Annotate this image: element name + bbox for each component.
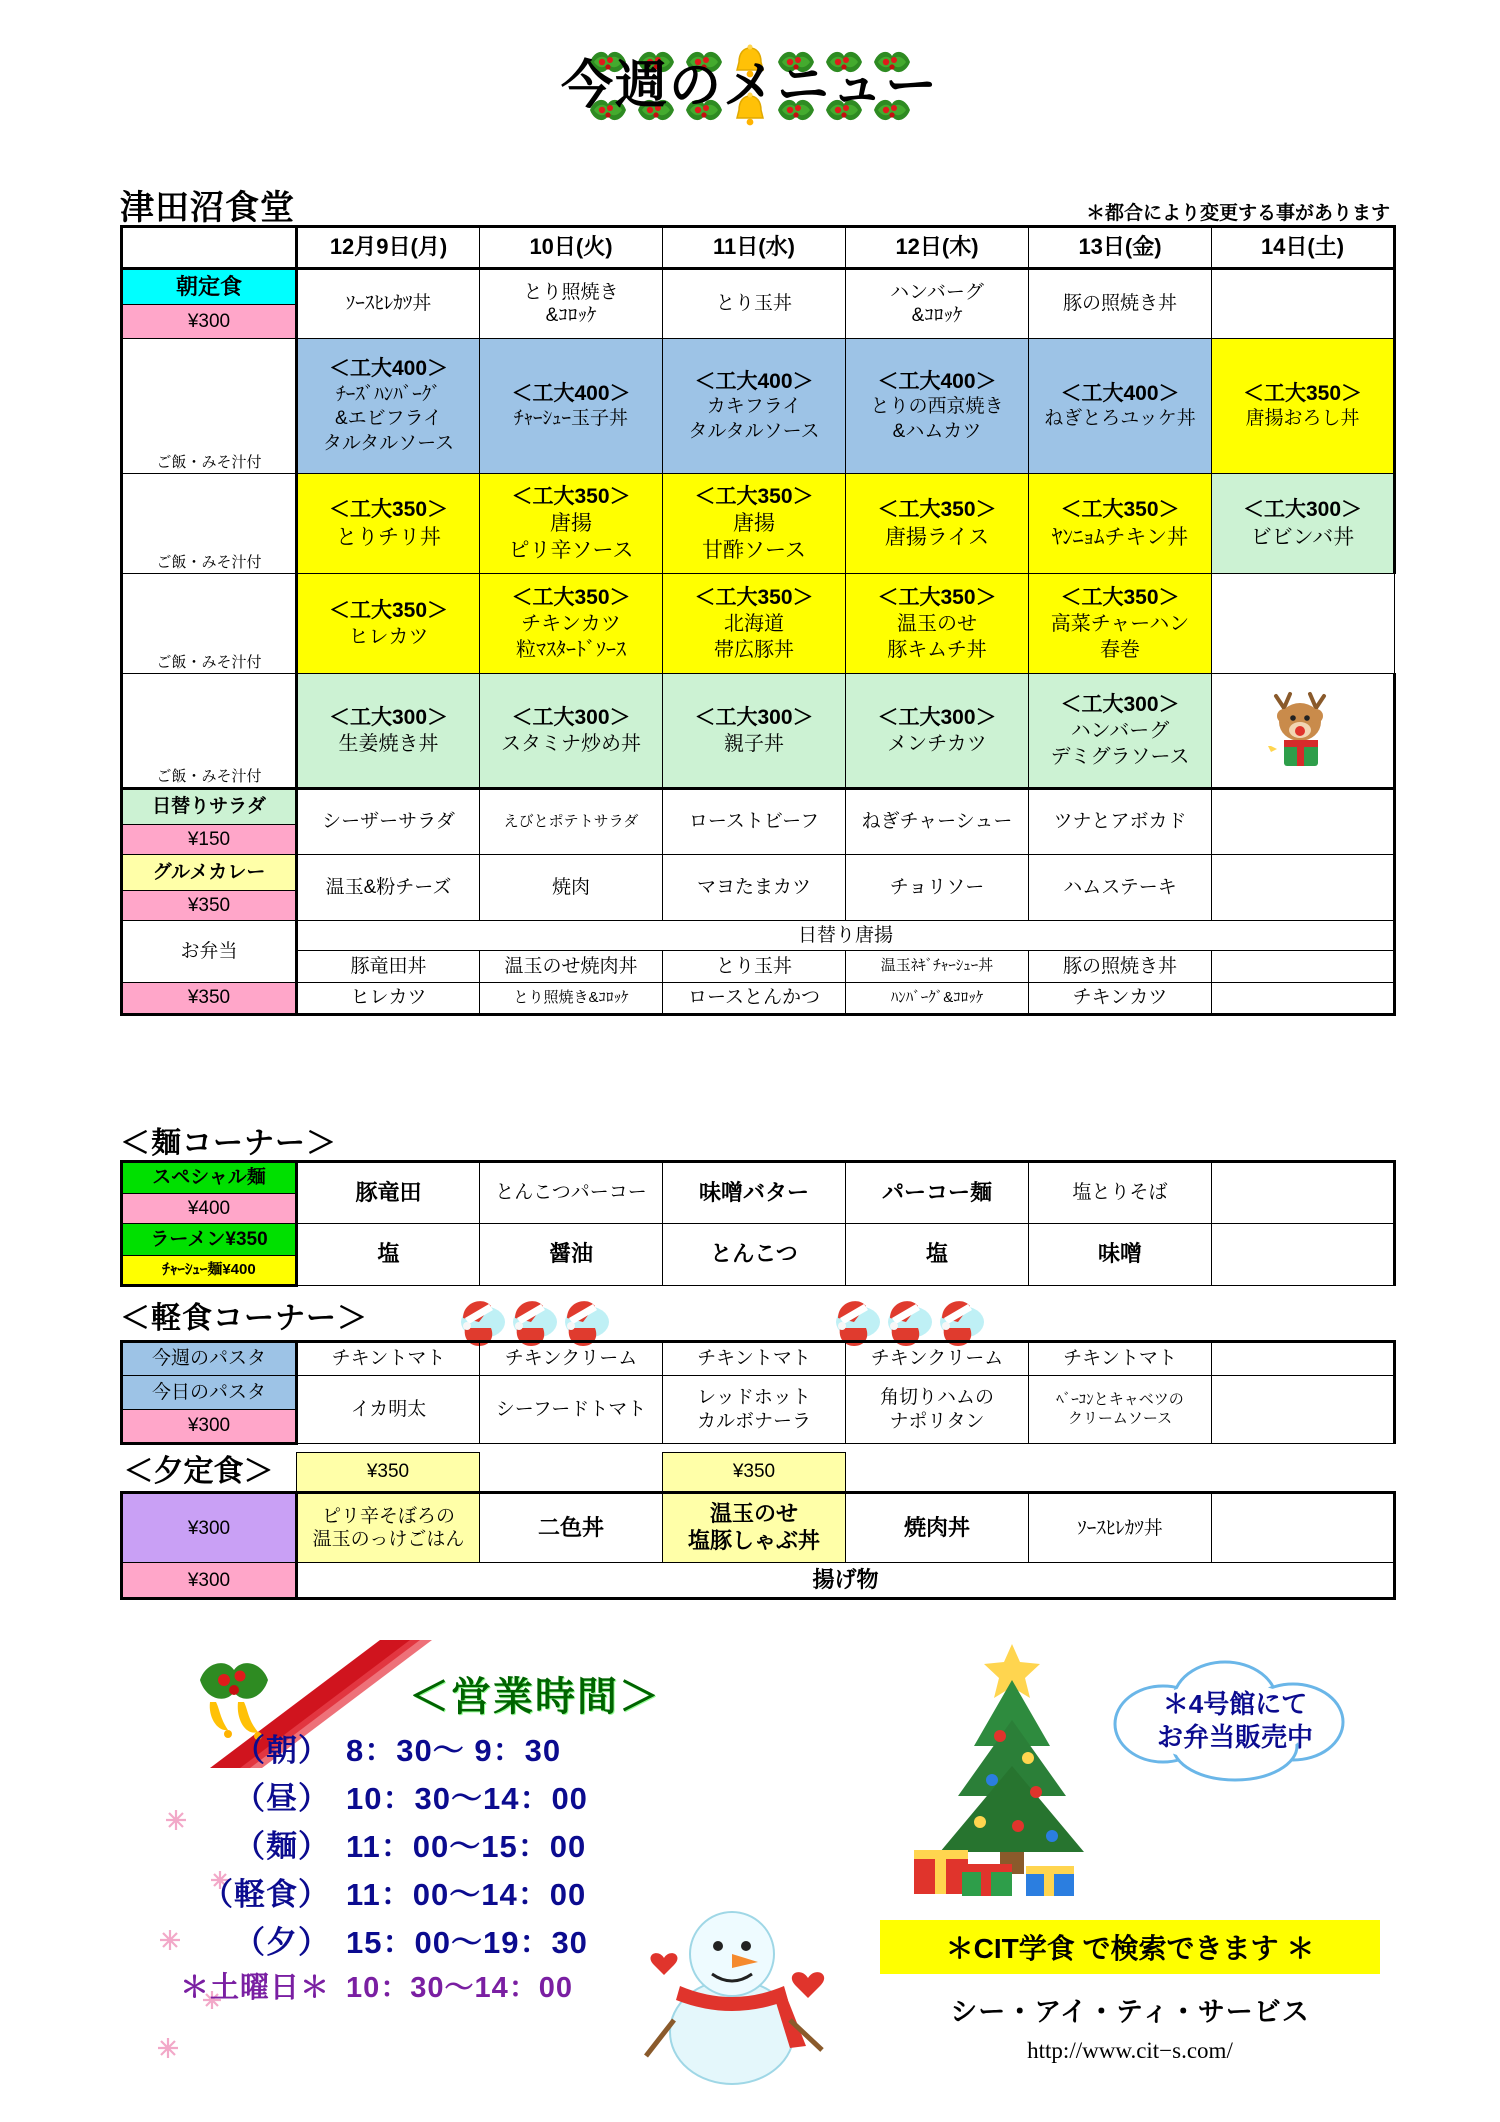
- salad-tue: えびとポテトサラダ: [480, 789, 663, 855]
- hours-row-light: [180, 1869, 800, 1914]
- dinner-fried-banner: 揚げ物: [297, 1563, 1395, 1599]
- kodai400-row: [122, 339, 1395, 474]
- noodle-menu-table: [120, 1160, 1396, 1287]
- dinner-price-1: ¥300: [122, 1493, 297, 1563]
- salad-mon: シーザーサラダ: [297, 789, 480, 855]
- bento-top-fri: 豚の照焼き丼: [1029, 951, 1212, 983]
- week-pasta-thu: チキンクリーム: [846, 1342, 1029, 1376]
- hours-time-lunch: 10：30～14：00: [346, 1781, 588, 1816]
- hours-label-morning: （朝）: [234, 1733, 330, 1768]
- kodai350b-sat: [1212, 574, 1395, 674]
- kodai350a-note: ご飯・みそ汁付: [122, 474, 297, 574]
- hours-time-light: 11：00～14：00: [346, 1877, 587, 1912]
- salad-fri: ツナとアボカド: [1029, 789, 1212, 855]
- dinner-fri: ｿｰｽﾋﾚｶﾂ丼: [1029, 1493, 1212, 1563]
- dinner-price-2: ¥300: [122, 1563, 297, 1599]
- dinner-row-1: [122, 1493, 1395, 1563]
- salad-label: 日替りサラダ: [122, 789, 297, 825]
- breakfast-fri: 豚の照焼き丼: [1029, 269, 1212, 339]
- bento-top-tue: 温玉のせ焼肉丼: [480, 951, 663, 983]
- dinner-thu: 焼肉丼: [846, 1493, 1029, 1563]
- dinner-price-fri: [1029, 1453, 1212, 1493]
- hours-label-dinner: （夕）: [234, 1925, 330, 1960]
- kodai300-row: [122, 674, 1395, 789]
- light-corner-title: ＜軽食コーナー＞: [120, 1302, 368, 1335]
- special-noodle-mon: 豚竜田: [297, 1162, 480, 1224]
- hours-label-noodle: （麺）: [234, 1829, 330, 1864]
- breakfast-tue: とり照焼き &ｺﾛｯｹ: [480, 269, 663, 339]
- today-pasta-wed: レッドホット カルボナーラ: [663, 1376, 846, 1444]
- dinner-menu-table: [120, 1452, 1396, 1600]
- kodai300-mon: ＜工大300＞ 生姜焼き丼: [297, 674, 480, 789]
- breakfast-wed: とり玉丼: [663, 269, 846, 339]
- day-header-thu: 12日(木): [846, 227, 1029, 269]
- kodai350a-mon: ＜工大350＞ とりチリ丼: [297, 474, 480, 574]
- hours-row-lunch: [180, 1773, 800, 1818]
- salad-row-a: [122, 789, 1395, 825]
- bento-bot-wed: ロースとんかつ: [663, 983, 846, 1015]
- hours-label-light: （軽食）: [202, 1877, 330, 1912]
- hours-label-saturday: ＊土曜日＊: [180, 1972, 331, 2004]
- bento-bot-tue: とり照焼き&ｺﾛｯｹ: [480, 983, 663, 1015]
- hours-row-saturday: [180, 1965, 800, 2006]
- dinner-price-sat: [1212, 1453, 1395, 1493]
- dinner-price-row: [122, 1453, 1395, 1493]
- cloud-line-2: お弁当販売中: [1156, 1721, 1313, 1752]
- cloud-callout: [1105, 1660, 1365, 1780]
- salad-sat: [1212, 789, 1395, 855]
- dinner-tue: 二色丼: [480, 1493, 663, 1563]
- ramen-mon: 塩: [297, 1224, 480, 1286]
- cloud-text: [1105, 1688, 1365, 1753]
- dinner-row-2: [122, 1563, 1395, 1599]
- breakfast-mon: ｿｰｽﾋﾚｶﾂ丼: [297, 269, 480, 339]
- today-pasta-row-a: [122, 1376, 1395, 1410]
- curry-thu: チョリソー: [846, 855, 1029, 921]
- today-pasta-fri: ﾍﾞｰｺﾝとキャベツの クリームソース: [1029, 1376, 1212, 1444]
- day-header-sat: 14日(土): [1212, 227, 1395, 269]
- ramen-thu: 塩: [846, 1224, 1029, 1286]
- ramen-wed: とんこつ: [663, 1224, 846, 1286]
- hours-time-morning: 8：30～ 9：30: [346, 1733, 562, 1768]
- kodai400-note: ご飯・みそ汁付: [122, 339, 297, 474]
- special-noodle-sat: [1212, 1162, 1395, 1224]
- bento-bot-thu: ﾊﾝﾊﾞｰｸﾞ&ｺﾛｯｹ: [846, 983, 1029, 1015]
- today-pasta-tue: シーフードトマト: [480, 1376, 663, 1444]
- noodle-corner-title: ＜麺コーナー＞: [120, 1127, 337, 1160]
- week-pasta-wed: チキントマト: [663, 1342, 846, 1376]
- salad-thu: ねぎチャーシュー: [846, 789, 1029, 855]
- kodai300-note: ご飯・みそ汁付: [122, 674, 297, 789]
- ramen-fri: 味噌: [1029, 1224, 1212, 1286]
- curry-fri: ハムステーキ: [1029, 855, 1212, 921]
- kodai350b-note: ご飯・みそ汁付: [122, 574, 297, 674]
- bento-top-mon: 豚竜田丼: [297, 951, 480, 983]
- kodai300-fri: ＜工大300＞ ハンバーグ デミグラソース: [1029, 674, 1212, 789]
- day-header-tue: 10日(火): [480, 227, 663, 269]
- kodai400-mon: ＜工大400＞ ﾁｰｽﾞﾊﾝﾊﾞｰｸﾞ &エビフライ タルタルソース: [297, 339, 480, 474]
- week-pasta-fri: チキントマト: [1029, 1342, 1212, 1376]
- dinner-sat: [1212, 1493, 1395, 1563]
- special-noodle-wed: 味噌バター: [663, 1162, 846, 1224]
- dinner-wed: 温玉のせ 塩豚しゃぶ丼: [663, 1493, 846, 1563]
- shop-header: [120, 180, 1390, 229]
- hours-time-noodle: 11：00～15：00: [346, 1829, 587, 1864]
- today-pasta-label: 今日のパスタ: [122, 1376, 297, 1410]
- kodai300-thu: ＜工大300＞ メンチカツ: [846, 674, 1029, 789]
- hours-row-noodle: [180, 1821, 800, 1866]
- kodai350a-tue: ＜工大350＞ 唐揚 ピリ辛ソース: [480, 474, 663, 574]
- today-pasta-mon: イカ明太: [297, 1376, 480, 1444]
- day-header-fri: 13日(金): [1029, 227, 1212, 269]
- hours-row-dinner: [180, 1917, 800, 1962]
- kodai300-sat: [1212, 674, 1395, 789]
- bento-bot-sat: [1212, 983, 1395, 1015]
- special-noodle-thu: パーコー麺: [846, 1162, 1029, 1224]
- main-menu-table: [120, 225, 1396, 1016]
- salad-price: ¥150: [122, 825, 297, 855]
- header-corner: [122, 227, 297, 269]
- bento-label: お弁当: [122, 921, 297, 983]
- today-pasta-thu: 角切りハムの ナポリタン: [846, 1376, 1029, 1444]
- ramen-tue: 醤油: [480, 1224, 663, 1286]
- special-noodle-fri: 塩とりそば: [1029, 1162, 1212, 1224]
- kodai350b-mon: ＜工大350＞ ヒレカツ: [297, 574, 480, 674]
- breakfast-thu: ハンバーグ &ｺﾛｯｹ: [846, 269, 1029, 339]
- kodai400-fri: ＜工大400＞ ねぎとろユッケ丼: [1029, 339, 1212, 474]
- dinner-price-mon: ¥350: [297, 1453, 480, 1493]
- kodai400-tue: ＜工大400＞ ﾁｬｰｼｭｰ玉子丼: [480, 339, 663, 474]
- bento-row-bottom: [122, 983, 1395, 1015]
- curry-row-a: [122, 855, 1395, 891]
- page-title: 今週のメニュー: [560, 56, 939, 116]
- week-pasta-label: 今週のパスタ: [122, 1342, 297, 1376]
- ramen-row-a: [122, 1224, 1395, 1256]
- special-noodle-price: ¥400: [122, 1194, 297, 1224]
- light-menu-table: [120, 1340, 1396, 1445]
- business-hours-block: [180, 1665, 800, 2006]
- breakfast-sat: [1212, 269, 1395, 339]
- salad-wed: ローストビーフ: [663, 789, 846, 855]
- curry-label: グルメカレー: [122, 855, 297, 891]
- kodai350a-sat: ＜工大300＞ ビビンバ丼: [1212, 474, 1395, 574]
- kodai350b-thu: ＜工大350＞ 温玉のせ 豚キムチ丼: [846, 574, 1029, 674]
- bottom-section: [0, 1640, 1500, 2120]
- week-pasta-sat: [1212, 1342, 1395, 1376]
- special-noodle-tue: とんこつパーコー: [480, 1162, 663, 1224]
- breakfast-label: 朝定食: [122, 269, 297, 305]
- bento-row-top: [122, 951, 1395, 983]
- bento-top-sat: [1212, 951, 1395, 983]
- special-noodle-label: スペシャル麺: [122, 1162, 297, 1194]
- reindeer-icon: [1260, 688, 1348, 770]
- hours-time-saturday: 10：30～14：00: [346, 1972, 574, 2004]
- dinner-price-thu: [846, 1453, 1029, 1493]
- curry-price: ¥350: [122, 891, 297, 921]
- week-pasta-mon: チキントマト: [297, 1342, 480, 1376]
- hours-title: ＜営業時間＞: [409, 1675, 661, 1719]
- hours-row-morning: [180, 1725, 800, 1770]
- curry-mon: 温玉&粉チーズ: [297, 855, 480, 921]
- bento-price: ¥350: [122, 983, 297, 1015]
- breakfast-row-a: [122, 269, 1395, 305]
- change-notice: ＊都合により変更する事があります: [1085, 203, 1390, 224]
- kodai350a-wed: ＜工大350＞ 唐揚 甘酢ソース: [663, 474, 846, 574]
- kodai400-thu: ＜工大400＞ とりの西京焼き &ハムカツ: [846, 339, 1029, 474]
- hours-label-lunch: （昼）: [234, 1781, 330, 1816]
- bento-bot-fri: チキンカツ: [1029, 983, 1212, 1015]
- special-noodle-row-a: [122, 1162, 1395, 1194]
- kodai300-tue: ＜工大300＞ スタミナ炒め丼: [480, 674, 663, 789]
- cloud-line-1: ＊4号館にて: [1162, 1689, 1308, 1719]
- kodai350b-row: [122, 574, 1395, 674]
- dinner-mon: ピリ辛そぼろの 温玉のっけごはん: [297, 1493, 480, 1563]
- hours-time-dinner: 15：00～19：30: [346, 1925, 588, 1960]
- curry-tue: 焼肉: [480, 855, 663, 921]
- bento-top-wed: とり玉丼: [663, 951, 846, 983]
- bento-banner: 日替り唐揚: [297, 921, 1395, 951]
- dinner-title: ＜夕定食＞: [123, 1454, 274, 1488]
- dinner-price-wed: ¥350: [663, 1453, 846, 1493]
- bento-top-thu: 温玉ﾈｷﾞﾁｬｰｼｭｰ丼: [846, 951, 1029, 983]
- kodai350a-thu: ＜工大350＞ 唐揚ライス: [846, 474, 1029, 574]
- kodai400-wed: ＜工大400＞ カキフライ タルタルソース: [663, 339, 846, 474]
- today-pasta-price: ¥300: [122, 1410, 297, 1444]
- chashu-noodle-label: ﾁｬｰｼｭｰ麺¥400: [122, 1256, 297, 1286]
- shop-name: 津田沼食堂: [120, 189, 295, 227]
- week-pasta-row: [122, 1342, 1395, 1376]
- search-banner: ＊CIT学食 で検索できます ＊: [880, 1920, 1380, 1974]
- bento-banner-row: [122, 921, 1395, 951]
- kodai350b-tue: ＜工大350＞ チキンカツ 粒ﾏｽﾀｰﾄﾞｿｰｽ: [480, 574, 663, 674]
- kodai350a-fri: ＜工大350＞ ﾔﾝﾆｮﾑチキン丼: [1029, 474, 1212, 574]
- dinner-price-tue: [480, 1453, 663, 1493]
- week-pasta-tue: チキンクリーム: [480, 1342, 663, 1376]
- page-title-banner: [0, 45, 1500, 127]
- bento-bot-mon: ヒレカツ: [297, 983, 480, 1015]
- today-pasta-sat: [1212, 1376, 1395, 1444]
- day-header-wed: 11日(水): [663, 227, 846, 269]
- table-header-row: [122, 227, 1395, 269]
- ramen-label: ラーメン¥350: [122, 1224, 297, 1256]
- curry-sat: [1212, 855, 1395, 921]
- kodai400-sat: ＜工大350＞ 唐揚おろし丼: [1212, 339, 1395, 474]
- kodai350b-wed: ＜工大350＞ 北海道 帯広豚丼: [663, 574, 846, 674]
- breakfast-price: ¥300: [122, 305, 297, 339]
- kodai300-wed: ＜工大300＞ 親子丼: [663, 674, 846, 789]
- curry-wed: マヨたまカツ: [663, 855, 846, 921]
- kodai350a-row: [122, 474, 1395, 574]
- ramen-sat: [1212, 1224, 1395, 1286]
- company-name: シー・アイ・ティ・サービス: [950, 1997, 1310, 2027]
- day-header-mon: 12月9日(月): [297, 227, 480, 269]
- website-url[interactable]: http://www.cit−s.com/: [1027, 2038, 1233, 2063]
- kodai350b-fri: ＜工大350＞ 高菜チャーハン 春巻: [1029, 574, 1212, 674]
